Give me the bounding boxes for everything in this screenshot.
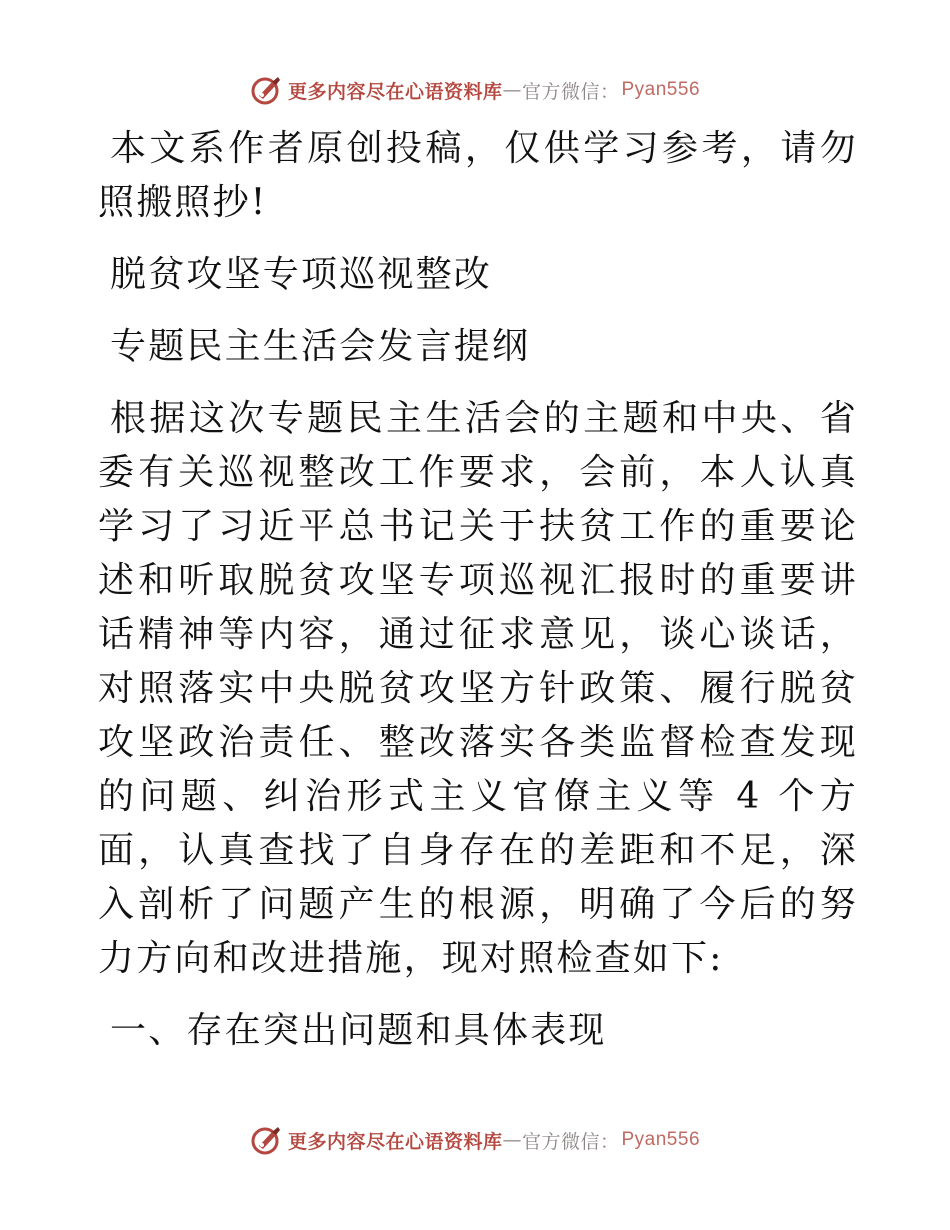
document-body [98,122,858,1058]
watermark-dash: — [502,1129,522,1151]
pen-logo-icon [250,1124,282,1156]
watermark-main-text: 更多内容尽在心语资料库 [287,80,503,103]
footer-watermark [0,1120,950,1160]
watermark-wechat-id: Pyan556 [621,1129,701,1150]
pen-logo-icon [250,74,282,106]
watermark-wechat-id: Pyan556 [621,79,701,100]
watermark-main-text: 更多内容尽在心语资料库 [287,1130,503,1153]
document-title-line-2: 专题民主生活会发言提纲 [110,326,531,367]
header-watermark [0,70,950,110]
document-title-line-1: 脱贫攻坚专项巡视整改 [110,254,493,295]
intro-paragraph: 根据这次专题民主生活会的主题和中央、省委有关巡视整改工作要求，会前，本人认真学习了习近平总书记关于扶贫工作的重要论述和听取脱贫攻坚专项巡视汇报时的重要讲话精神等内容，通过征求意见，谈心谈话，对照落实中央脱贫攻坚方针政策、履行脱贫攻坚政治责任、整改落实各类监督检查发现的问题、纠治形式主义官僚主义等 4 个方面，认真查找了自身存在的差距和不足，深入剖析了问题产生的根源，明确了今后的努力方向和改进措施，现对照检查如下: [98,398,858,979]
section-heading: 一、存在突出问题和具体表现 [110,1010,607,1051]
watermark-wechat-label: 官方微信： [521,80,620,103]
copyright-notice: 本文系作者原创投稿，仅供学习参考，请勿照搬照抄! [98,128,858,223]
watermark-dash: — [502,79,522,101]
watermark-wechat-label: 官方微信： [521,1130,620,1153]
